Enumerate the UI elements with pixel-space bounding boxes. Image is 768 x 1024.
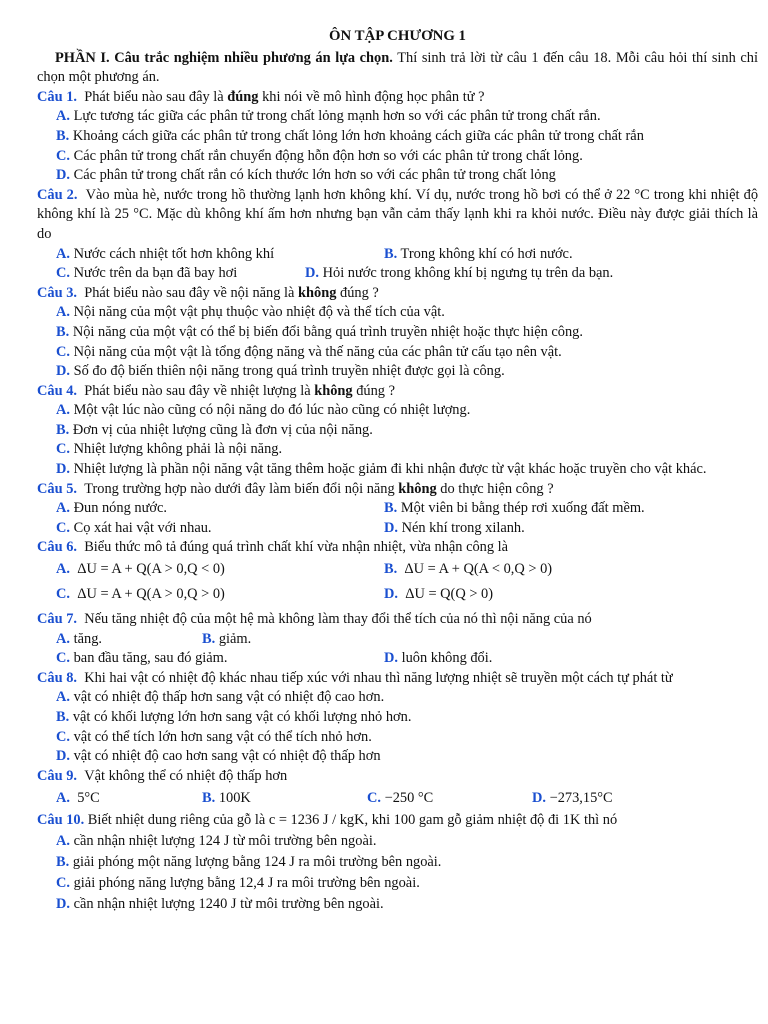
option-text: Đơn vị của nhiệt lượng cũng là đơn vị của nội năng. (72, 421, 373, 438)
option-label: D. (532, 790, 546, 807)
part-intro (37, 49, 758, 88)
option-d[interactable] (37, 894, 758, 915)
option-label: C. (56, 343, 70, 360)
question-text: khi nói về mô hình động học phân tử ? (258, 88, 485, 105)
option-c[interactable] (37, 343, 758, 363)
option-label: B. (56, 323, 70, 340)
option-text: ra môi trường bên ngoài. (273, 874, 420, 891)
option-text: Nội năng của một vật có thể bị biến đổi bằng quá trình truyền nhiệt hoặc thực hiện công. (72, 323, 583, 340)
option-formula: ΔU = A + Q(A < 0,Q > 0) (404, 561, 553, 578)
option-text: Nhiệt lượng không phải là nội năng. (73, 441, 283, 458)
temperature-value: 25 °C (114, 206, 149, 223)
question-number: Câu 4. (37, 382, 77, 399)
option-c[interactable] (37, 581, 384, 607)
option-d[interactable] (37, 362, 758, 382)
question-number: Câu 8. (37, 669, 77, 686)
option-label: B. (384, 561, 398, 578)
option-a[interactable] (37, 558, 384, 581)
question-number: Câu 9. (37, 767, 77, 784)
option-text: Nước cách nhiệt tốt hơn không khí (73, 245, 275, 262)
option-a[interactable] (37, 630, 202, 650)
question-7 (37, 610, 758, 669)
option-text: Lực tương tác giữa các phân tử trong chất lỏng mạnh hơn so với các phân tử trong chất rắn. (73, 108, 601, 125)
option-label: A. (56, 790, 70, 807)
question-text: Trong trường hợp nào dưới đây làm biến đổi nội năng (84, 480, 399, 497)
question-text: Phát biểu nào sau đây về nhiệt lượng là (84, 382, 315, 399)
option-value: 12,4 J (238, 874, 274, 891)
question-text: Biểu thức mô tả đúng quá trình chất khí vừa nhận nhiệt, vừa nhận công là (84, 539, 509, 556)
question-number: Câu 6. (37, 539, 77, 556)
option-formula: ΔU = A + Q(A > 0,Q < 0) (77, 561, 225, 578)
question-10 (37, 811, 758, 915)
option-text: Trong không khí có hơi nước. (400, 245, 573, 262)
option-label: A. (56, 689, 70, 706)
option-formula: ΔU = Q(Q > 0) (405, 586, 494, 603)
option-label: C. (56, 650, 70, 667)
question-9 (37, 767, 758, 812)
option-c[interactable] (367, 786, 532, 811)
option-label: D. (384, 586, 398, 603)
option-b[interactable] (384, 245, 573, 265)
option-text: từ môi trường bên ngoài. (236, 895, 384, 912)
option-text: cần nhận nhiệt lượng (73, 895, 199, 912)
option-text: vật có thể tích lớn hơn sang vật có thể tích nhỏ hơn. (73, 728, 372, 745)
option-label: B. (384, 500, 398, 517)
option-text: Một viên bi bằng thép rơi xuống đất mềm. (400, 500, 645, 517)
option-label: C. (56, 147, 70, 164)
option-b[interactable] (37, 852, 758, 873)
question-5 (37, 480, 758, 539)
option-label: D. (56, 895, 70, 912)
option-label: A. (56, 402, 70, 419)
question-2 (37, 186, 758, 284)
option-d[interactable] (532, 786, 613, 811)
option-text: vật có khối lượng lớn hơn sang vật có khối lượng nhỏ hơn. (72, 709, 412, 725)
option-label: A. (56, 832, 70, 849)
question-text: đúng ? (336, 284, 379, 301)
option-label: B. (202, 790, 216, 807)
option-text: cần nhận nhiệt lượng (73, 832, 199, 849)
option-text: Nhiệt lượng là phần nội năng vật tăng thêm hoặc giảm đi khi nhận được từ vật khác hoặc truyền cho vật khác. (73, 461, 707, 478)
option-text: Nội năng của một vật phụ thuộc vào nhiệt độ và thể tích của vật. (73, 304, 445, 321)
option-text: Các phân tử trong chất rắn chuyển động hỗn độn hơn so với các phân tử trong chất lỏng. (73, 147, 583, 164)
question-text: Khi hai vật có nhiệt độ khác nhau tiếp xúc với nhau thì năng lượng nhiệt sẽ truyền một cách tự phát từ (84, 669, 673, 686)
option-label: C. (56, 265, 70, 282)
question-text: Vào mùa hè, nước trong hồ thường lạnh hơn không khí. Ví dụ, nước trong hồ bơi có thể ở (85, 186, 616, 203)
question-text: Nếu tăng nhiệt độ của một hệ mà không làm thay đổi thể tích của nó thì nội năng của nó (84, 611, 592, 628)
option-label: D. (384, 519, 398, 536)
option-a[interactable] (37, 401, 758, 421)
question-text: Phát biểu nào sau đây là (84, 88, 228, 105)
part-instruction: Thí sinh trả lời từ câu 1 đến câu 18. Mỗi câu hỏi thí sinh chỉ chọn một phương án. (37, 49, 759, 86)
question-keyword: không (398, 480, 437, 497)
option-a[interactable] (37, 499, 384, 519)
option-text: vật có nhiệt độ thấp hơn sang vật có nhiệt độ cao hơn. (73, 689, 385, 706)
question-text: thì nó (580, 812, 618, 829)
option-text: từ môi trường bên ngoài. (229, 832, 377, 849)
option-label: D. (384, 650, 398, 667)
option-c[interactable] (37, 649, 384, 669)
option-d[interactable] (37, 166, 758, 186)
option-text: giảm. (218, 630, 252, 647)
question-text: trong khi nhiệt độ không khí là (37, 186, 759, 223)
option-label: C. (56, 874, 70, 891)
option-label: C. (367, 790, 381, 807)
question-6 (37, 538, 758, 607)
option-text: Hỏi nước trong không khí bị ngưng tụ trên da bạn. (322, 265, 614, 282)
option-d[interactable] (37, 747, 758, 767)
option-d[interactable] (384, 519, 525, 539)
option-c[interactable] (37, 728, 758, 748)
option-text: ban đầu tăng, sau đó giảm. (73, 650, 228, 667)
question-8 (37, 669, 758, 767)
question-text: Biết nhiệt dung riêng của gỗ là (87, 812, 269, 829)
option-label: A. (56, 630, 70, 647)
option-text: Một vật lúc nào cũng có nội năng do đó lúc nào cũng có nhiệt lượng. (73, 402, 471, 419)
option-b[interactable] (37, 323, 758, 343)
option-label: C. (56, 728, 70, 745)
option-text: giải phóng năng lượng bằng (73, 874, 239, 891)
option-label: B. (56, 853, 70, 870)
question-text: Vật không thể có nhiệt độ thấp hơn (84, 767, 288, 784)
option-value: −273,15°C (549, 790, 613, 807)
temperature-change: 1K (562, 812, 581, 829)
question-text: đúng ? (352, 382, 395, 399)
option-label: A. (56, 561, 70, 578)
option-text: tăng. (73, 630, 102, 647)
option-a[interactable] (37, 245, 384, 265)
question-text: , khi 100 gam gỗ giảm nhiệt độ đi (364, 812, 563, 829)
option-b[interactable] (37, 421, 758, 441)
option-text: Nén khí trong xilanh. (401, 519, 525, 536)
option-value: 124 J (264, 853, 295, 870)
option-label: B. (56, 709, 70, 725)
question-keyword: đúng (227, 88, 259, 105)
option-label: C. (56, 519, 70, 536)
option-label: B. (384, 245, 398, 262)
option-label: A. (56, 245, 70, 262)
question-keyword: không (298, 284, 337, 301)
option-a[interactable] (37, 107, 758, 127)
question-4 (37, 382, 758, 480)
option-a[interactable] (37, 786, 202, 811)
option-formula: ΔU = A + Q(A > 0,Q > 0) (77, 586, 225, 603)
option-label: B. (56, 421, 70, 438)
option-value: 124 J (198, 832, 230, 849)
option-label: D. (56, 167, 70, 184)
question-number: Câu 5. (37, 480, 77, 497)
option-label: B. (56, 127, 70, 144)
question-3 (37, 284, 758, 382)
page-title: ÔN TẬP CHƯƠNG 1 (329, 28, 466, 44)
part-heading: PHẦN I. Câu trắc nghiệm nhiều phương án lựa chọn. (55, 49, 393, 66)
option-c[interactable] (37, 519, 384, 539)
option-text: Các phân tử trong chất rắn có kích thước lớn hơn so với các phân tử trong chất lỏng (73, 167, 556, 184)
question-keyword: không (314, 382, 353, 399)
option-text: Đun nóng nước. (73, 500, 167, 517)
question-number: Câu 1. (37, 88, 77, 105)
option-text: Cọ xát hai vật với nhau. (73, 519, 212, 536)
option-value: 5°C (77, 790, 100, 807)
option-value: −250 °C (384, 790, 434, 807)
option-label: D. (56, 461, 70, 478)
option-b[interactable] (384, 558, 552, 581)
question-text: . Mặc dù không khí ấm hơn nhưng bạn vẫn cảm thấy lạnh khi ra khỏi nước. Điều này được giải thích là do (37, 206, 759, 242)
option-b[interactable] (37, 127, 758, 147)
question-number: Câu 2. (37, 186, 78, 203)
option-text: Nội năng của một vật là tổng động năng và thế năng của các phân tử cấu tạo nên vật. (73, 343, 562, 360)
option-d[interactable] (384, 649, 492, 669)
option-c[interactable] (37, 147, 758, 167)
option-text: vật có nhiệt độ cao hơn sang vật có nhiệt độ thấp hơn (73, 748, 381, 765)
option-b[interactable] (202, 786, 367, 811)
option-text: Số đo độ biến thiên nội năng trong quá trình truyền nhiệt được gọi là công. (73, 363, 505, 380)
option-text: Khoảng cách giữa các phân tử trong chất lỏng lớn hơn khoảng cách giữa các phân tử trong chất rắn (72, 127, 644, 144)
option-label: A. (56, 108, 70, 125)
option-label: D. (305, 265, 319, 282)
specific-heat-value: c = 1236 J / kgK (268, 812, 365, 829)
option-text: giải phóng một năng lượng bằng (72, 853, 265, 870)
option-a[interactable] (37, 688, 758, 708)
option-d[interactable] (37, 460, 758, 480)
question-number: Câu 3. (37, 284, 77, 301)
option-value: 1240 J (198, 895, 237, 912)
option-c[interactable] (37, 264, 305, 284)
option-label: D. (56, 748, 70, 765)
option-label: A. (56, 500, 70, 517)
option-c[interactable] (37, 873, 758, 894)
question-text: Phát biểu nào sau đây về nội năng là (84, 284, 298, 301)
temperature-value: 22 °C (615, 186, 650, 203)
option-a[interactable] (37, 831, 758, 852)
option-label: B. (202, 630, 216, 647)
option-d[interactable] (384, 581, 493, 607)
option-d[interactable] (305, 264, 613, 284)
option-text: ra môi trường bên ngoài. (294, 853, 442, 870)
question-1 (37, 88, 758, 186)
question-number: Câu 10. (37, 812, 85, 829)
option-b[interactable] (384, 499, 645, 519)
option-b[interactable] (37, 708, 758, 728)
option-label: D. (56, 363, 70, 380)
option-text: luôn không đổi. (401, 650, 493, 667)
option-label: C. (56, 441, 70, 458)
option-text: Nước trên da bạn đã bay hơi (73, 265, 238, 282)
option-label: A. (56, 304, 70, 321)
question-text: do thực hiện công ? (436, 480, 554, 497)
option-c[interactable] (37, 440, 758, 460)
question-number: Câu 7. (37, 611, 77, 628)
option-value: 100K (218, 790, 251, 807)
option-label: C. (56, 586, 70, 603)
option-a[interactable] (37, 303, 758, 323)
option-b[interactable] (202, 630, 251, 650)
